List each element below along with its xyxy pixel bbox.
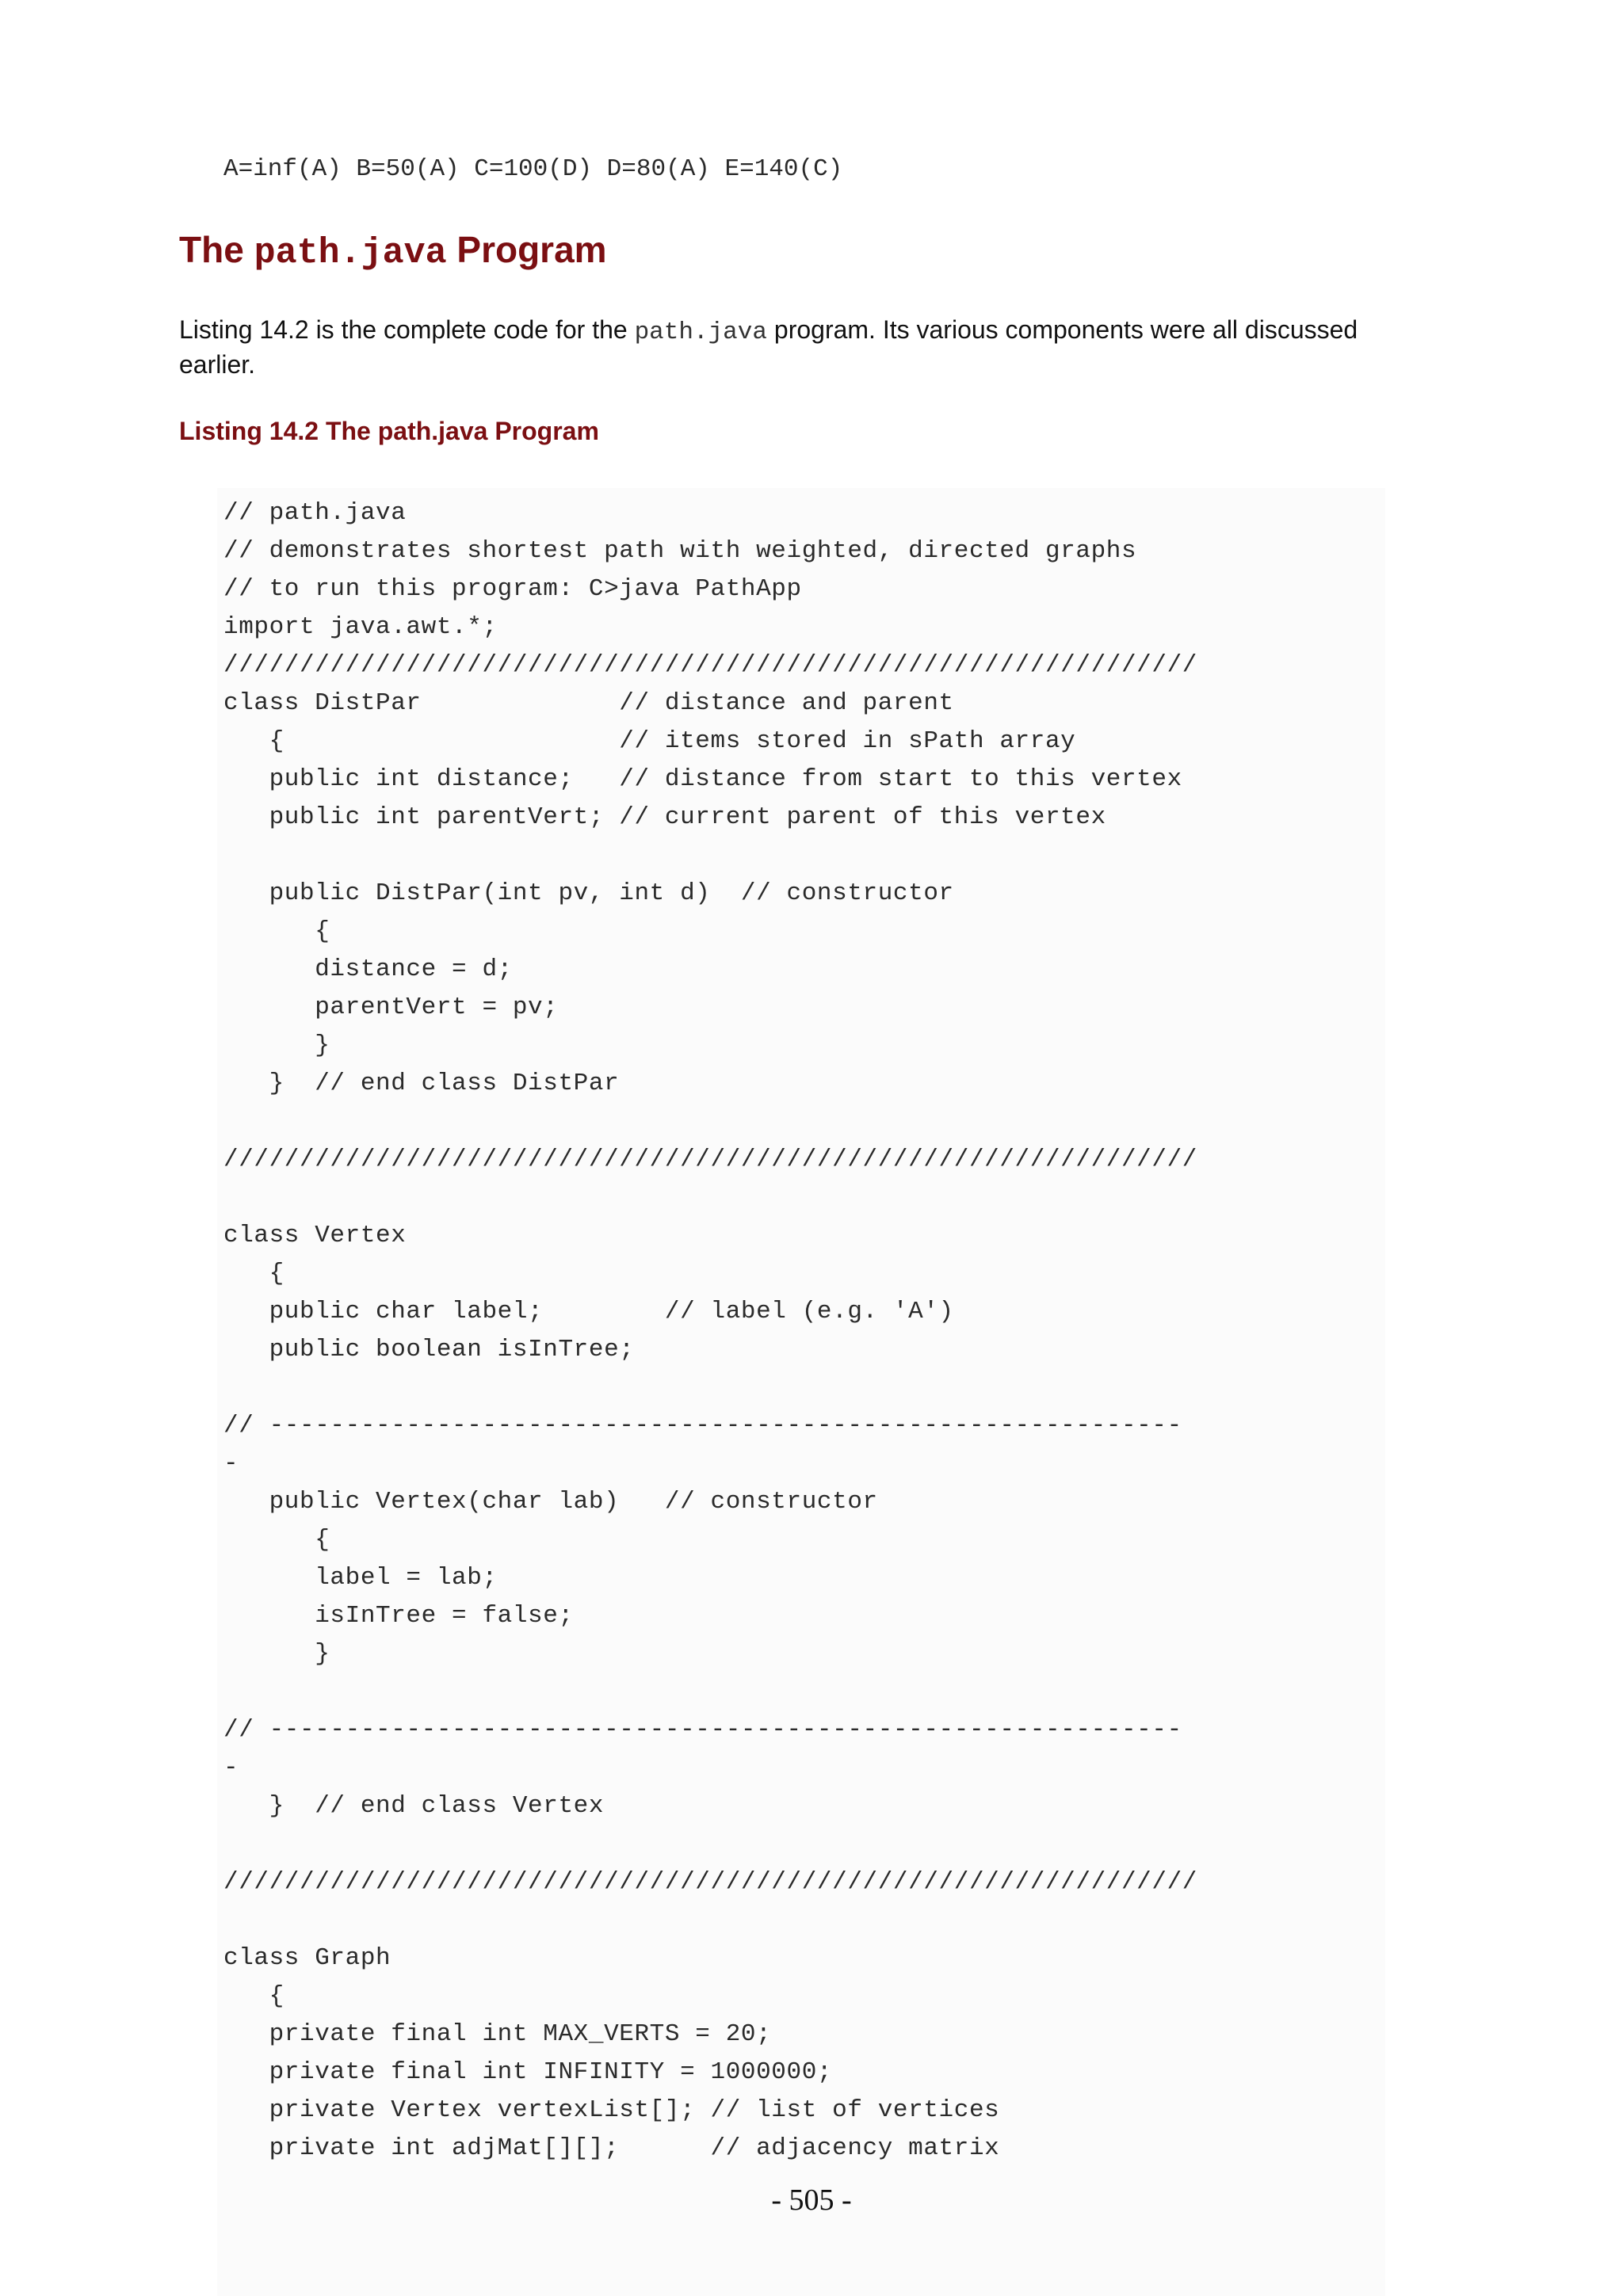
code-line: private final int MAX_VERTS = 20; bbox=[223, 2020, 772, 2048]
page-number: - 505 - bbox=[771, 2183, 852, 2217]
code-line: class DistPar // distance and parent bbox=[223, 689, 954, 717]
code-line: label = lab; bbox=[223, 1564, 498, 1592]
code-line: // ------------------------------------------------------------ bbox=[223, 1412, 1182, 1440]
code-line: { bbox=[223, 1526, 330, 1554]
code-line: { bbox=[223, 1982, 285, 2010]
code-line: public int distance; // distance from start to this vertex bbox=[223, 765, 1182, 793]
code-line bbox=[223, 1179, 1197, 1217]
code-line bbox=[223, 1825, 1197, 1863]
intro-code: path.java bbox=[634, 318, 767, 346]
code-line: private Vertex vertexList[]; // list of vertices bbox=[223, 2096, 1000, 2124]
code-line: private int adjMat[][]; // adjacency matrix bbox=[223, 2134, 1000, 2162]
code-line: //////////////////////////////////////////////////////////////// bbox=[223, 651, 1197, 679]
code-line: isInTree = false; bbox=[223, 1602, 574, 1630]
code-line: distance = d; bbox=[223, 955, 513, 983]
heading-suffix: Program bbox=[446, 229, 607, 270]
code-line: import java.awt.*; bbox=[223, 613, 498, 641]
code-line: { // items stored in sPath array bbox=[223, 727, 1076, 755]
listing-caption: Listing 14.2 The path.java Program bbox=[179, 417, 599, 445]
code-line: public Vertex(char lab) // constructor bbox=[223, 1488, 878, 1516]
code-line: //////////////////////////////////////////////////////////////// bbox=[223, 1146, 1197, 1173]
code-line: public DistPar(int pv, int d) // constructor bbox=[223, 879, 954, 907]
code-line: } bbox=[223, 1640, 330, 1668]
intro-text-before: Listing 14.2 is the complete code for the bbox=[179, 315, 635, 344]
code-line: - bbox=[223, 1450, 239, 1478]
heading-prefix: The bbox=[179, 229, 254, 270]
code-line bbox=[223, 1673, 1197, 1711]
code-line: //////////////////////////////////////////////////////////////// bbox=[223, 1868, 1197, 1896]
section-heading bbox=[179, 228, 607, 273]
program-output-line: A=inf(A) B=50(A) C=100(D) D=80(A) E=140(C) bbox=[223, 155, 843, 183]
code-line: private final int INFINITY = 1000000; bbox=[223, 2058, 833, 2086]
code-line: public boolean isInTree; bbox=[223, 1336, 635, 1363]
code-line: } // end class Vertex bbox=[223, 1792, 605, 1820]
code-line: // ------------------------------------------------------------ bbox=[223, 1716, 1182, 1744]
code-line bbox=[223, 1103, 1197, 1141]
code-line: } bbox=[223, 1032, 330, 1059]
code-line: // path.java bbox=[223, 499, 407, 527]
code-line: } // end class DistPar bbox=[223, 1070, 620, 1097]
intro-paragraph bbox=[179, 314, 1415, 381]
code-line: // to run this program: C>java PathApp bbox=[223, 575, 802, 603]
code-line: public char label; // label (e.g. 'A') bbox=[223, 1298, 954, 1325]
code-listing bbox=[223, 494, 1197, 2168]
code-line bbox=[223, 1369, 1197, 1407]
code-line: { bbox=[223, 917, 330, 945]
code-line: - bbox=[223, 1754, 239, 1782]
code-line: class Graph bbox=[223, 1944, 391, 1972]
intro-text-after: program. Its various components were all discussed earlier. bbox=[179, 315, 1358, 379]
code-line bbox=[223, 837, 1197, 875]
code-line: class Vertex bbox=[223, 1222, 407, 1249]
code-line: public int parentVert; // current parent of this vertex bbox=[223, 803, 1106, 831]
heading-code: path.java bbox=[254, 233, 447, 273]
code-line: // demonstrates shortest path with weighted, directed graphs bbox=[223, 537, 1137, 565]
code-line: parentVert = pv; bbox=[223, 994, 559, 1021]
code-line: { bbox=[223, 1260, 285, 1287]
code-line bbox=[223, 1901, 1197, 1939]
